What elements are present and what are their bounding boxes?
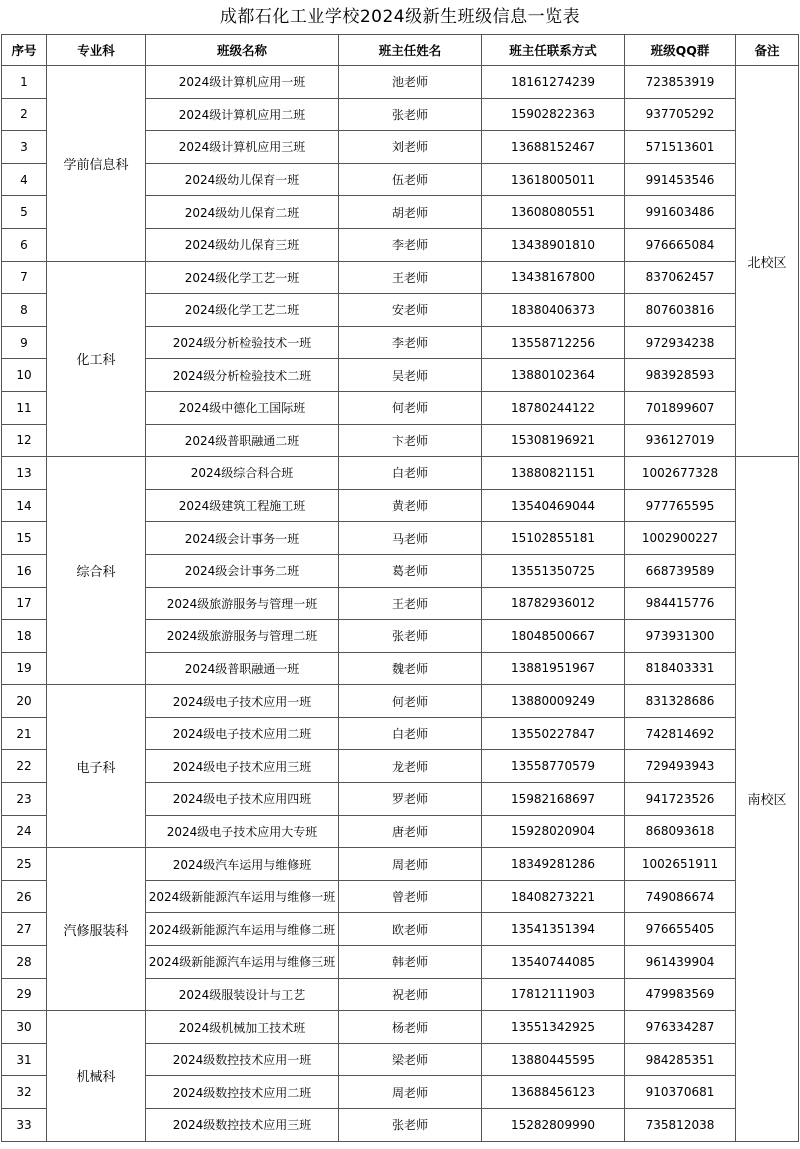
row-number: 25 <box>2 848 47 881</box>
row-number: 2 <box>2 98 47 131</box>
qq-group-cell: 961439904 <box>625 946 736 979</box>
qq-group-cell: 976655405 <box>625 913 736 946</box>
department-cell: 化工科 <box>47 261 146 457</box>
header-qq: 班级QQ群 <box>625 35 736 66</box>
class-name-cell: 2024级分析检验技术二班 <box>146 359 339 392</box>
teacher-phone-cell: 13618005011 <box>482 163 625 196</box>
teacher-name-cell: 黄老师 <box>339 489 482 522</box>
teacher-phone-cell: 13551350725 <box>482 554 625 587</box>
qq-group-cell: 983928593 <box>625 359 736 392</box>
teacher-phone-cell: 13540744085 <box>482 946 625 979</box>
class-name-cell: 2024级计算机应用二班 <box>146 98 339 131</box>
class-name-cell: 2024级普职融通二班 <box>146 424 339 457</box>
qq-group-cell: 984415776 <box>625 587 736 620</box>
class-name-cell: 2024级普职融通一班 <box>146 652 339 685</box>
qq-group-cell: 941723526 <box>625 783 736 816</box>
qq-group-cell: 991603486 <box>625 196 736 229</box>
teacher-name-cell: 魏老师 <box>339 652 482 685</box>
qq-group-cell: 1002677328 <box>625 457 736 490</box>
teacher-name-cell: 葛老师 <box>339 554 482 587</box>
class-name-cell: 2024级汽车运用与维修班 <box>146 848 339 881</box>
class-name-cell: 2024级电子技术应用三班 <box>146 750 339 783</box>
class-info-table <box>1 34 799 1142</box>
teacher-name-cell: 周老师 <box>339 1076 482 1109</box>
qq-group-cell: 984285351 <box>625 1043 736 1076</box>
row-number: 14 <box>2 489 47 522</box>
qq-group-cell: 749086674 <box>625 880 736 913</box>
class-name-cell: 2024级数控技术应用三班 <box>146 1109 339 1142</box>
teacher-phone-cell: 18408273221 <box>482 880 625 913</box>
table-row <box>2 848 799 881</box>
teacher-name-cell: 伍老师 <box>339 163 482 196</box>
qq-group-cell: 976665084 <box>625 228 736 261</box>
teacher-phone-cell: 18048500667 <box>482 620 625 653</box>
page-title: 成都石化工业学校2024级新生班级信息一览表 <box>219 7 581 27</box>
header-note: 备注 <box>736 35 799 66</box>
teacher-phone-cell: 13688456123 <box>482 1076 625 1109</box>
teacher-name-cell: 李老师 <box>339 326 482 359</box>
teacher-name-cell: 欧老师 <box>339 913 482 946</box>
department-cell: 综合科 <box>47 457 146 685</box>
teacher-phone-cell: 13550227847 <box>482 717 625 750</box>
qq-group-cell: 742814692 <box>625 717 736 750</box>
row-number: 31 <box>2 1043 47 1076</box>
teacher-phone-cell: 13881951967 <box>482 652 625 685</box>
row-number: 6 <box>2 228 47 261</box>
teacher-name-cell: 王老师 <box>339 261 482 294</box>
qq-group-cell: 837062457 <box>625 261 736 294</box>
department-cell: 电子科 <box>47 685 146 848</box>
qq-group-cell: 910370681 <box>625 1076 736 1109</box>
teacher-phone-cell: 13608080551 <box>482 196 625 229</box>
class-name-cell: 2024级建筑工程施工班 <box>146 489 339 522</box>
row-number: 26 <box>2 880 47 913</box>
teacher-name-cell: 唐老师 <box>339 815 482 848</box>
teacher-name-cell: 梁老师 <box>339 1043 482 1076</box>
row-number: 10 <box>2 359 47 392</box>
teacher-name-cell: 何老师 <box>339 685 482 718</box>
row-number: 23 <box>2 783 47 816</box>
class-name-cell: 2024级综合科合班 <box>146 457 339 490</box>
qq-group-cell: 668739589 <box>625 554 736 587</box>
class-name-cell: 2024级化学工艺一班 <box>146 261 339 294</box>
class-name-cell: 2024级幼儿保育一班 <box>146 163 339 196</box>
row-number: 12 <box>2 424 47 457</box>
qq-group-cell: 1002651911 <box>625 848 736 881</box>
table-body <box>2 66 799 1142</box>
header-phone: 班主任联系方式 <box>482 35 625 66</box>
teacher-phone-cell: 13880821151 <box>482 457 625 490</box>
row-number: 4 <box>2 163 47 196</box>
teacher-phone-cell: 18782936012 <box>482 587 625 620</box>
row-number: 32 <box>2 1076 47 1109</box>
teacher-name-cell: 罗老师 <box>339 783 482 816</box>
teacher-phone-cell: 18161274239 <box>482 66 625 99</box>
teacher-name-cell: 吴老师 <box>339 359 482 392</box>
teacher-name-cell: 池老师 <box>339 66 482 99</box>
class-name-cell: 2024级服装设计与工艺 <box>146 978 339 1011</box>
teacher-name-cell: 卞老师 <box>339 424 482 457</box>
teacher-phone-cell: 13558770579 <box>482 750 625 783</box>
row-number: 9 <box>2 326 47 359</box>
qq-group-cell: 818403331 <box>625 652 736 685</box>
class-name-cell: 2024级计算机应用一班 <box>146 66 339 99</box>
row-number: 18 <box>2 620 47 653</box>
class-name-cell: 2024级化学工艺二班 <box>146 294 339 327</box>
teacher-name-cell: 杨老师 <box>339 1011 482 1044</box>
class-name-cell: 2024级会计事务一班 <box>146 522 339 555</box>
row-number: 29 <box>2 978 47 1011</box>
teacher-phone-cell: 13541351394 <box>482 913 625 946</box>
row-number: 27 <box>2 913 47 946</box>
teacher-name-cell: 安老师 <box>339 294 482 327</box>
row-number: 1 <box>2 66 47 99</box>
qq-group-cell: 937705292 <box>625 98 736 131</box>
qq-group-cell: 976334287 <box>625 1011 736 1044</box>
qq-group-cell: 1002900227 <box>625 522 736 555</box>
table-row <box>2 66 799 99</box>
class-name-cell: 2024级机械加工技术班 <box>146 1011 339 1044</box>
teacher-phone-cell: 15102855181 <box>482 522 625 555</box>
qq-group-cell: 936127019 <box>625 424 736 457</box>
row-number: 24 <box>2 815 47 848</box>
row-number: 20 <box>2 685 47 718</box>
class-name-cell: 2024级中德化工国际班 <box>146 391 339 424</box>
teacher-phone-cell: 15902822363 <box>482 98 625 131</box>
teacher-phone-cell: 15982168697 <box>482 783 625 816</box>
class-name-cell: 2024级旅游服务与管理二班 <box>146 620 339 653</box>
class-name-cell: 2024级电子技术应用四班 <box>146 783 339 816</box>
campus-note-cell: 北校区 <box>736 66 799 457</box>
qq-group-cell: 729493943 <box>625 750 736 783</box>
campus-note-cell: 南校区 <box>736 457 799 1141</box>
department-cell: 学前信息科 <box>47 66 146 262</box>
qq-group-cell: 991453546 <box>625 163 736 196</box>
row-number: 19 <box>2 652 47 685</box>
teacher-name-cell: 胡老师 <box>339 196 482 229</box>
qq-group-cell: 972934238 <box>625 326 736 359</box>
teacher-name-cell: 王老师 <box>339 587 482 620</box>
table-row <box>2 685 799 718</box>
header-teacher: 班主任姓名 <box>339 35 482 66</box>
teacher-phone-cell: 15928020904 <box>482 815 625 848</box>
row-number: 3 <box>2 131 47 164</box>
teacher-phone-cell: 18780244122 <box>482 391 625 424</box>
header-no: 序号 <box>2 35 47 66</box>
class-name-cell: 2024级新能源汽车运用与维修二班 <box>146 913 339 946</box>
qq-group-cell: 973931300 <box>625 620 736 653</box>
qq-group-cell: 735812038 <box>625 1109 736 1142</box>
row-number: 30 <box>2 1011 47 1044</box>
qq-group-cell: 701899607 <box>625 391 736 424</box>
row-number: 17 <box>2 587 47 620</box>
class-name-cell: 2024级幼儿保育三班 <box>146 228 339 261</box>
teacher-name-cell: 白老师 <box>339 457 482 490</box>
header-department: 专业科 <box>47 35 146 66</box>
row-number: 22 <box>2 750 47 783</box>
teacher-phone-cell: 13880102364 <box>482 359 625 392</box>
teacher-name-cell: 李老师 <box>339 228 482 261</box>
teacher-name-cell: 张老师 <box>339 620 482 653</box>
department-cell: 汽修服装科 <box>47 848 146 1011</box>
class-name-cell: 2024级幼儿保育二班 <box>146 196 339 229</box>
class-name-cell: 2024级会计事务二班 <box>146 554 339 587</box>
teacher-phone-cell: 18349281286 <box>482 848 625 881</box>
row-number: 21 <box>2 717 47 750</box>
teacher-name-cell: 张老师 <box>339 98 482 131</box>
teacher-name-cell: 何老师 <box>339 391 482 424</box>
teacher-name-cell: 白老师 <box>339 717 482 750</box>
qq-group-cell: 723853919 <box>625 66 736 99</box>
teacher-phone-cell: 17812111903 <box>482 978 625 1011</box>
header-row <box>2 35 799 66</box>
class-name-cell: 2024级旅游服务与管理一班 <box>146 587 339 620</box>
qq-group-cell: 977765595 <box>625 489 736 522</box>
teacher-name-cell: 韩老师 <box>339 946 482 979</box>
class-name-cell: 2024级数控技术应用一班 <box>146 1043 339 1076</box>
teacher-phone-cell: 13438901810 <box>482 228 625 261</box>
teacher-phone-cell: 18380406373 <box>482 294 625 327</box>
teacher-phone-cell: 15282809990 <box>482 1109 625 1142</box>
teacher-phone-cell: 13880445595 <box>482 1043 625 1076</box>
class-name-cell: 2024级计算机应用三班 <box>146 131 339 164</box>
teacher-phone-cell: 13880009249 <box>482 685 625 718</box>
class-name-cell: 2024级电子技术应用二班 <box>146 717 339 750</box>
row-number: 8 <box>2 294 47 327</box>
table-row <box>2 1011 799 1044</box>
row-number: 28 <box>2 946 47 979</box>
class-name-cell: 2024级新能源汽车运用与维修一班 <box>146 880 339 913</box>
teacher-name-cell: 曾老师 <box>339 880 482 913</box>
teacher-phone-cell: 15308196921 <box>482 424 625 457</box>
teacher-name-cell: 刘老师 <box>339 131 482 164</box>
row-number: 15 <box>2 522 47 555</box>
teacher-name-cell: 周老师 <box>339 848 482 881</box>
row-number: 7 <box>2 261 47 294</box>
qq-group-cell: 831328686 <box>625 685 736 718</box>
teacher-phone-cell: 13540469044 <box>482 489 625 522</box>
qq-group-cell: 868093618 <box>625 815 736 848</box>
header-class-name: 班级名称 <box>146 35 339 66</box>
row-number: 16 <box>2 554 47 587</box>
teacher-name-cell: 祝老师 <box>339 978 482 1011</box>
row-number: 5 <box>2 196 47 229</box>
teacher-phone-cell: 13558712256 <box>482 326 625 359</box>
table-row <box>2 261 799 294</box>
teacher-name-cell: 张老师 <box>339 1109 482 1142</box>
class-name-cell: 2024级新能源汽车运用与维修三班 <box>146 946 339 979</box>
class-name-cell: 2024级电子技术应用一班 <box>146 685 339 718</box>
teacher-phone-cell: 13551342925 <box>482 1011 625 1044</box>
qq-group-cell: 807603816 <box>625 294 736 327</box>
teacher-phone-cell: 13438167800 <box>482 261 625 294</box>
teacher-name-cell: 龙老师 <box>339 750 482 783</box>
department-cell: 机械科 <box>47 1011 146 1141</box>
teacher-phone-cell: 13688152467 <box>482 131 625 164</box>
qq-group-cell: 479983569 <box>625 978 736 1011</box>
table-row <box>2 457 799 490</box>
qq-group-cell: 571513601 <box>625 131 736 164</box>
row-number: 11 <box>2 391 47 424</box>
class-name-cell: 2024级电子技术应用大专班 <box>146 815 339 848</box>
class-name-cell: 2024级分析检验技术一班 <box>146 326 339 359</box>
row-number: 13 <box>2 457 47 490</box>
row-number: 33 <box>2 1109 47 1142</box>
class-name-cell: 2024级数控技术应用二班 <box>146 1076 339 1109</box>
teacher-name-cell: 马老师 <box>339 522 482 555</box>
